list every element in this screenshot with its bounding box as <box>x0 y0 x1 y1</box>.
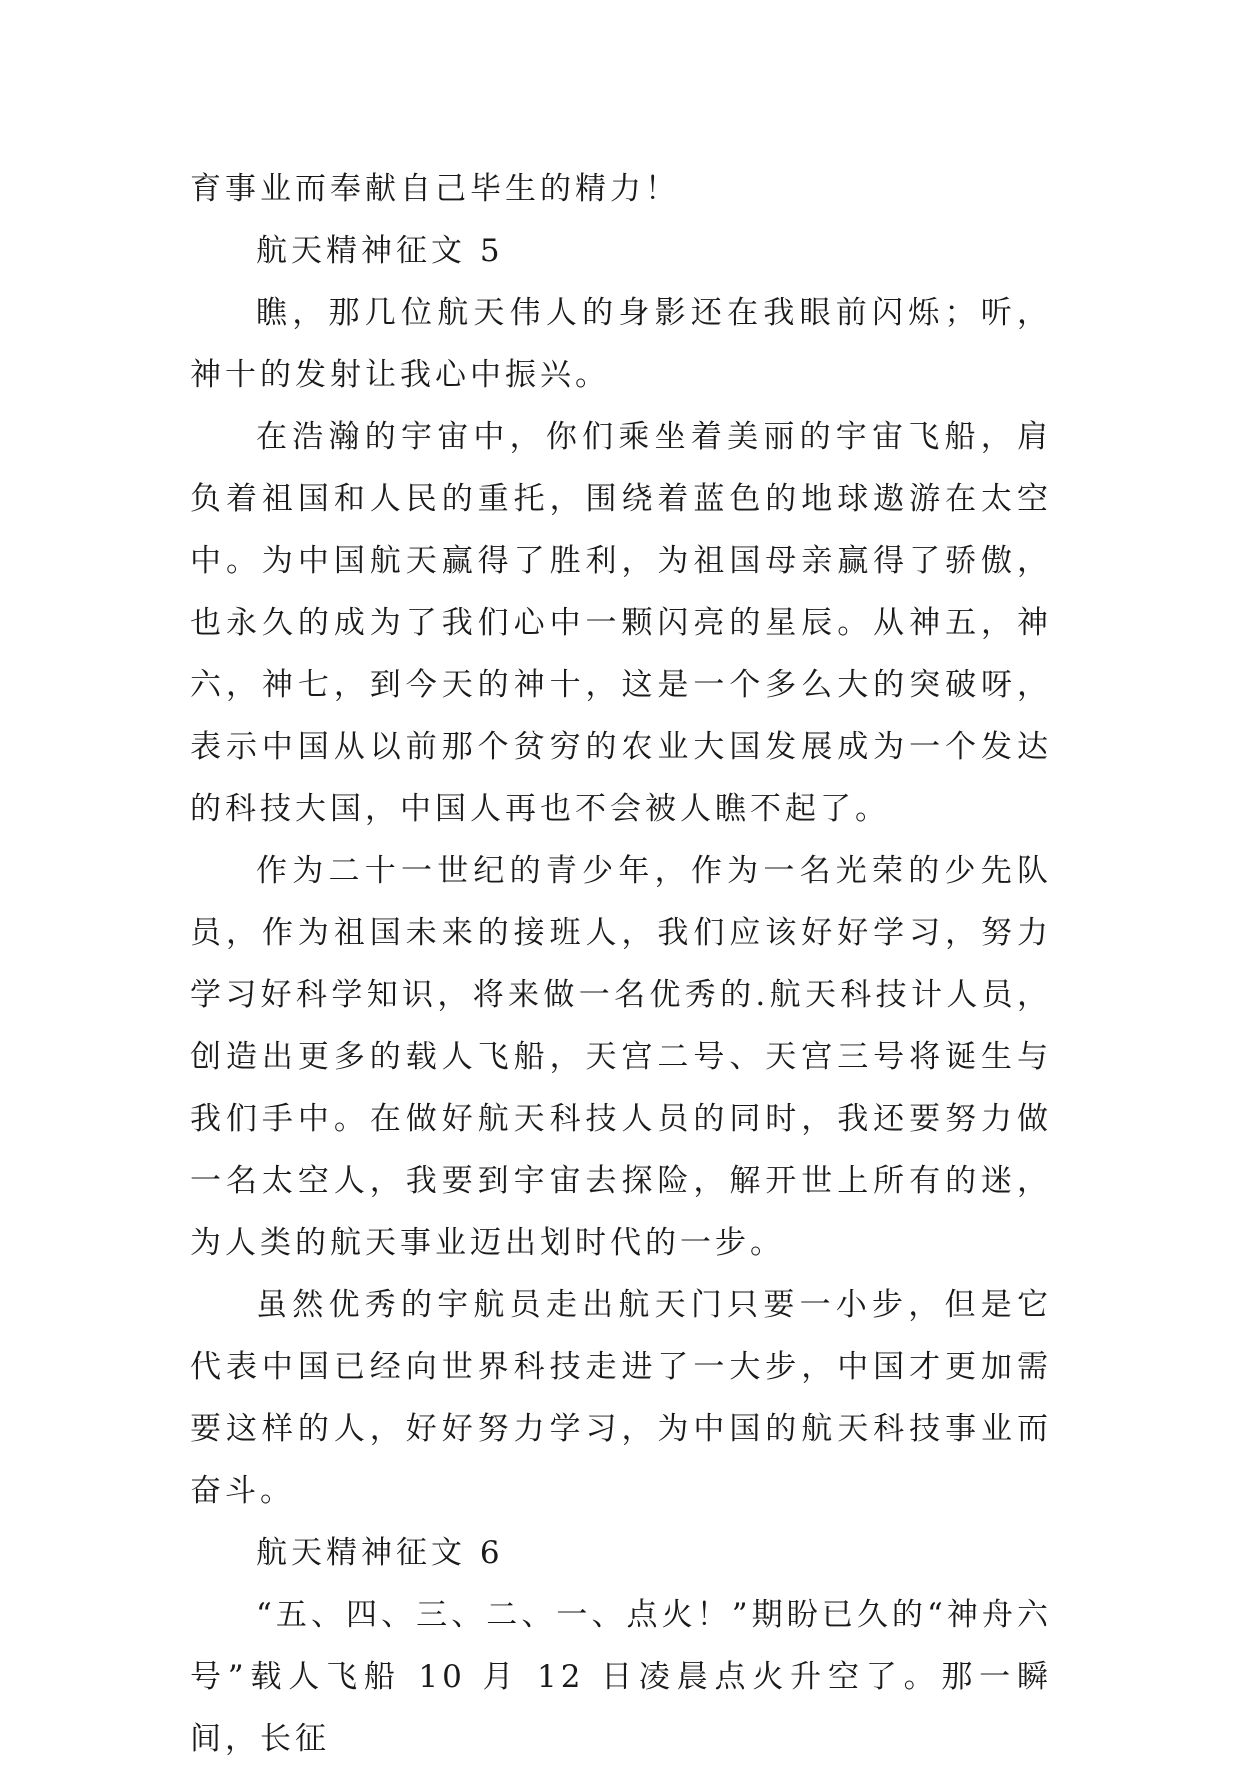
paragraph: 在浩瀚的宇宙中，你们乘坐着美丽的宇宙飞船，肩负着祖国和人民的重托，围绕着蓝色的地球遨游在太空中。为中国航天赢得了胜利，为祖国母亲赢得了骄傲，也永久的成为了我们心中一颗闪亮的星辰。从神五，神六，神七，到今天的神十，这是一个多么大的突破呀，表示中国从以前那个贫穷的农业大国发展成为一个发达的科技大国，中国人再也不会被人瞧不起了。 <box>190 419 1052 827</box>
paragraph: “五、四、三、二、一、点火！”期盼已久的“神舟六号”载人飞船 10 月 12 日凌晨点火升空了。那一瞬间，长征 <box>190 1597 1052 1757</box>
section-heading-5: 航天精神征文 5 <box>256 233 504 269</box>
paragraph: 瞧，那几位航天伟人的身影还在我眼前闪烁；听，神十的发射让我心中振兴。 <box>190 295 1052 393</box>
paragraph: 作为二十一世纪的青少年，作为一名光荣的少先队员，作为祖国未来的接班人，我们应该好好学习，努力学习好科学知识，将来做一名优秀的.航天科技计人员，创造出更多的载人飞船，天宫二号、天宫三号将诞生与我们手中。在做好航天科技人员的同时，我还要努力做一名太空人，我要到宇宙去探险，解开世上所有的迷，为人类的航天事业迈出划时代的一步。 <box>190 853 1052 1261</box>
paragraph: 虽然优秀的宇航员走出航天门只要一小步，但是它代表中国已经向世界科技走进了一大步，中国才更加需要这样的人，好好努力学习，为中国的航天科技事业而奋斗。 <box>190 1287 1052 1509</box>
document-body <box>190 158 1052 1770</box>
paragraph-continuation: 育事业而奉献自己毕生的精力！ <box>190 171 680 207</box>
section-heading-6: 航天精神征文 6 <box>256 1535 504 1571</box>
